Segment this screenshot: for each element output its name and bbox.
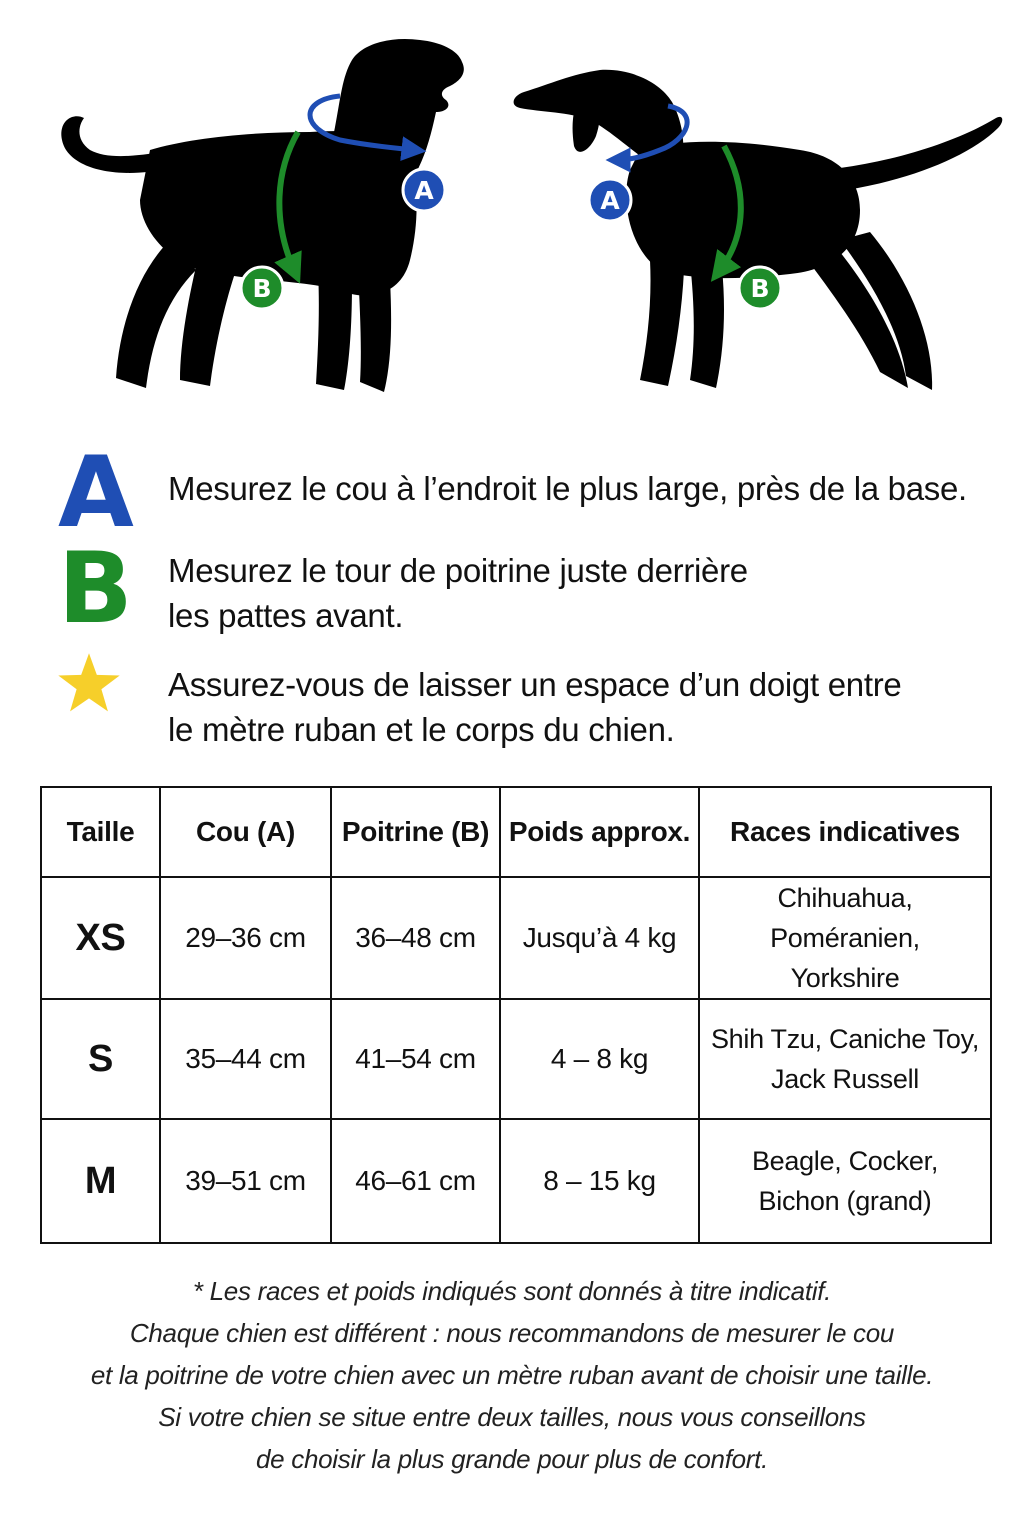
neck-cell: 35–44 cm <box>160 999 331 1119</box>
header-size: Taille <box>41 787 160 877</box>
svg-text:A: A <box>600 186 620 215</box>
table-row <box>41 1119 991 1243</box>
header-neck: Cou (A) <box>160 787 331 877</box>
weight-cell: 8 – 15 kg <box>500 1119 699 1243</box>
svg-text:B: B <box>750 274 770 303</box>
size-cell: M <box>41 1119 160 1243</box>
marker-badge-a-right <box>589 179 631 221</box>
instruction-b-text: Mesurez le tour de poitrine juste derrière les pattes avant. <box>168 552 748 634</box>
table-header-row <box>41 787 991 877</box>
size-chart-table <box>40 786 992 1244</box>
chest-cell: 46–61 cm <box>331 1119 500 1243</box>
neck-cell: 39–51 cm <box>160 1119 331 1243</box>
weight-cell: Jusqu’à 4 kg <box>500 877 699 999</box>
marker-letter-a: A <box>58 436 134 550</box>
dog-silhouette-left <box>61 39 464 392</box>
header-chest: Poitrine (B) <box>331 787 500 877</box>
weight-cell: 4 – 8 kg <box>500 999 699 1119</box>
breeds-cell: Chihuahua, Poméranien, Yorkshire <box>699 877 991 999</box>
svg-text:B: B <box>252 274 272 303</box>
instruction-a-text: Mesurez le cou à l’endroit le plus large, près de la base. <box>168 470 967 507</box>
chest-cell: 41–54 cm <box>331 999 500 1119</box>
dog-silhouette-right <box>514 70 1003 390</box>
marker-letter-b: B <box>58 532 133 646</box>
size-cell: XS <box>41 877 160 999</box>
dog-measurement-illustration <box>0 0 1024 420</box>
breeds-cell: Beagle, Cocker, Bichon (grand) <box>699 1119 991 1243</box>
breeds-cell: Shih Tzu, Caniche Toy, Jack Russell <box>699 999 991 1119</box>
chest-cell: 36–48 cm <box>331 877 500 999</box>
marker-badge-a-left <box>403 169 445 211</box>
neck-cell: 29–36 cm <box>160 877 331 999</box>
instruction-tip-text: Assurez-vous de laisser un espace d’un doigt entre le mètre ruban et le corps du chien. <box>168 666 902 748</box>
size-cell: S <box>41 999 160 1119</box>
marker-badge-b-left <box>241 267 283 309</box>
marker-badge-b-right <box>739 267 781 309</box>
footnote: * Les races et poids indiqués sont donnés à titre indicatif. Chaque chien est différent : nous recommandons de mesurer le cou et la poitrine de votre chien avec un mètre ruban avant de choisir une taille. Si votre chien se situe entre deux tailles, nous vous conseillons de choisir la plus grande pour plus de confort. <box>90 1276 934 1474</box>
star-icon <box>56 652 122 714</box>
svg-text:A: A <box>414 176 434 205</box>
table-row <box>41 877 991 999</box>
header-weight: Poids approx. <box>500 787 699 877</box>
table-row <box>41 999 991 1119</box>
header-breeds: Races indicatives <box>699 787 991 877</box>
